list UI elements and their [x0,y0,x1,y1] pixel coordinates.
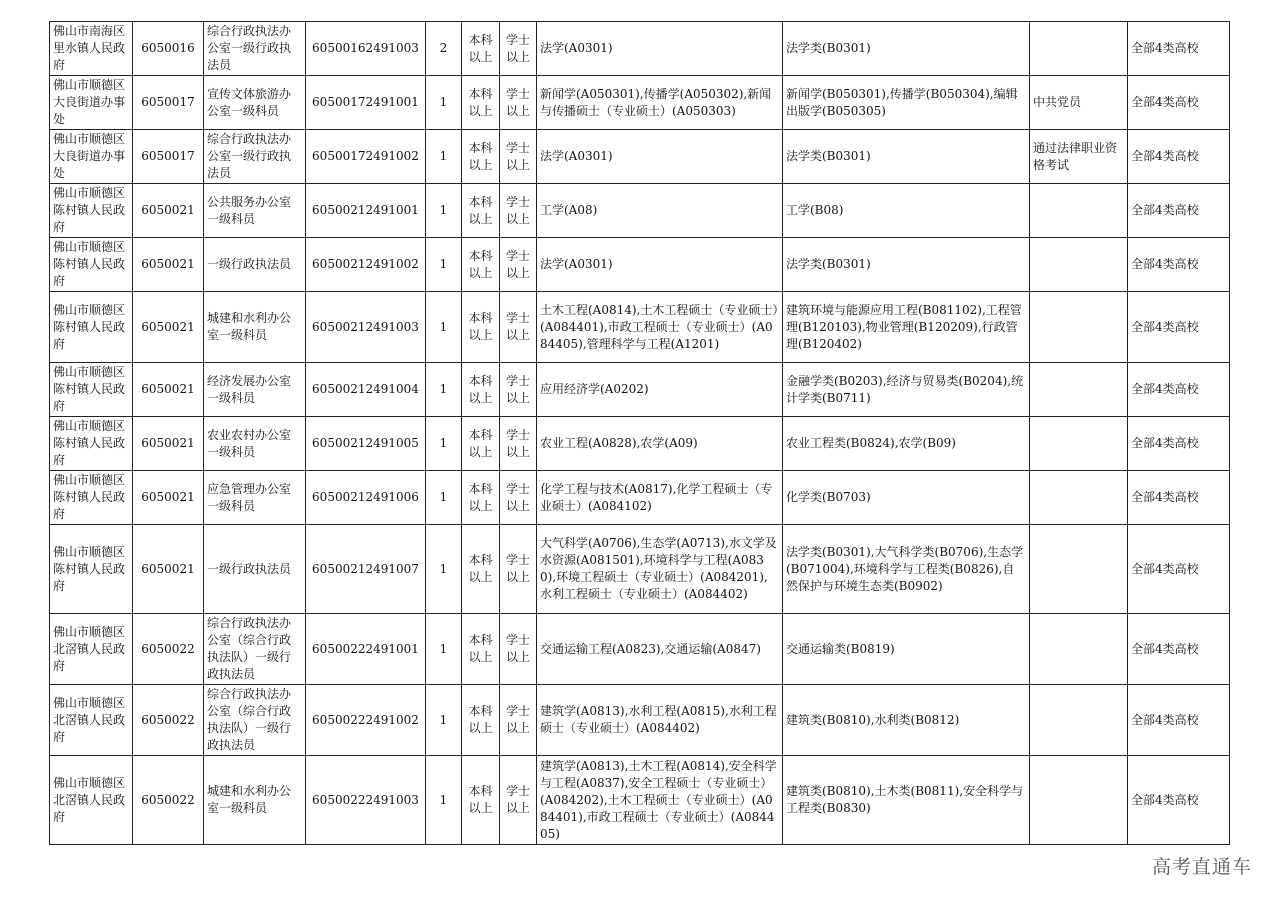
unit-code-cell: 6050021 [133,417,204,471]
major-graduate-cell: 农业工程(A0828),农学(A09) [537,417,783,471]
table-row [50,756,1230,845]
degree-cell: 学士以上 [500,685,537,756]
major-graduate-cell: 法学(A0301) [537,130,783,184]
unit-cell: 佛山市顺德区陈村镇人民政府 [50,184,133,238]
unit-cell: 佛山市顺德区北滘镇人民政府 [50,685,133,756]
post-name-cell: 一级行政执法员 [204,525,306,614]
hire-count-cell: 2 [426,22,462,76]
table-row [50,184,1230,238]
hire-count-cell: 1 [426,130,462,184]
school-type-cell: 全部4类高校 [1128,614,1230,685]
major-undergraduate-cell: 法学类(B0301) [783,238,1030,292]
unit-code-cell: 6050022 [133,756,204,845]
education-cell: 本科以上 [462,614,500,685]
education-cell: 本科以上 [462,76,500,130]
school-type-cell: 全部4类高校 [1128,525,1230,614]
degree-cell: 学士以上 [500,130,537,184]
post-code-cell: 60500212491002 [306,238,426,292]
unit-code-cell: 6050021 [133,525,204,614]
post-code-cell: 60500212491003 [306,292,426,363]
other-requirement-cell [1030,238,1128,292]
post-name-cell: 城建和水利办公室一级科员 [204,756,306,845]
unit-cell: 佛山市顺德区大良街道办事处 [50,76,133,130]
unit-cell: 佛山市南海区里水镇人民政府 [50,22,133,76]
major-graduate-cell: 建筑学(A0813),土木工程(A0814),安全科学与工程(A0837),安全工程硕士（专业硕士）(A084202),土木工程硕士（专业硕士）(A084401),市政工程硕士（专业硕士）(A084405) [537,756,783,845]
hire-count-cell: 1 [426,525,462,614]
major-undergraduate-cell: 建筑类(B0810),水利类(B0812) [783,685,1030,756]
education-cell: 本科以上 [462,756,500,845]
school-type-cell: 全部4类高校 [1128,363,1230,417]
post-code-cell: 60500172491002 [306,130,426,184]
major-graduate-cell: 大气科学(A0706),生态学(A0713),水文学及水资源(A081501),环境科学与工程(A0830),环境工程硕士（专业硕士）(A084201),水利工程硕士（专业硕士）(A084402) [537,525,783,614]
watermark-text: 高考直通车 [1151,856,1252,878]
unit-cell: 佛山市顺德区陈村镇人民政府 [50,525,133,614]
major-undergraduate-cell: 交通运输类(B0819) [783,614,1030,685]
unit-code-cell: 6050017 [133,130,204,184]
table-row [50,238,1230,292]
other-requirement-cell: 通过法律职业资格考试 [1030,130,1128,184]
job-table [49,21,1230,845]
post-code-cell: 60500212491007 [306,525,426,614]
unit-code-cell: 6050021 [133,184,204,238]
table-row [50,614,1230,685]
unit-code-cell: 6050022 [133,685,204,756]
post-code-cell: 60500172491001 [306,76,426,130]
unit-cell: 佛山市顺德区陈村镇人民政府 [50,363,133,417]
major-undergraduate-cell: 新闻学(B050301),传播学(B050304),编辑出版学(B050305) [783,76,1030,130]
other-requirement-cell: 中共党员 [1030,76,1128,130]
education-cell: 本科以上 [462,292,500,363]
post-name-cell: 应急管理办公室一级科员 [204,471,306,525]
hire-count-cell: 1 [426,76,462,130]
post-name-cell: 一级行政执法员 [204,238,306,292]
other-requirement-cell [1030,22,1128,76]
degree-cell: 学士以上 [500,417,537,471]
major-undergraduate-cell: 金融学类(B0203),经济与贸易类(B0204),统计学类(B0711) [783,363,1030,417]
post-code-cell: 60500212491006 [306,471,426,525]
hire-count-cell: 1 [426,184,462,238]
other-requirement-cell [1030,184,1128,238]
post-code-cell: 60500212491004 [306,363,426,417]
post-name-cell: 综合行政执法办公室一级行政执法员 [204,22,306,76]
unit-cell: 佛山市顺德区陈村镇人民政府 [50,471,133,525]
major-undergraduate-cell: 工学(B08) [783,184,1030,238]
degree-cell: 学士以上 [500,292,537,363]
degree-cell: 学士以上 [500,22,537,76]
hire-count-cell: 1 [426,685,462,756]
major-undergraduate-cell: 法学类(B0301) [783,22,1030,76]
education-cell: 本科以上 [462,417,500,471]
post-code-cell: 60500222491003 [306,756,426,845]
other-requirement-cell [1030,756,1128,845]
school-type-cell: 全部4类高校 [1128,471,1230,525]
post-name-cell: 综合行政执法办公室（综合行政执法队）一级行政执法员 [204,614,306,685]
table-row [50,22,1230,76]
post-name-cell: 城建和水利办公室一级科员 [204,292,306,363]
school-type-cell: 全部4类高校 [1128,292,1230,363]
school-type-cell: 全部4类高校 [1128,130,1230,184]
education-cell: 本科以上 [462,22,500,76]
hire-count-cell: 1 [426,238,462,292]
table-row [50,417,1230,471]
degree-cell: 学士以上 [500,184,537,238]
unit-code-cell: 6050021 [133,292,204,363]
unit-code-cell: 6050016 [133,22,204,76]
hire-count-cell: 1 [426,363,462,417]
degree-cell: 学士以上 [500,614,537,685]
major-graduate-cell: 化学工程与技术(A0817),化学工程硕士（专业硕士）(A084102) [537,471,783,525]
major-graduate-cell: 法学(A0301) [537,238,783,292]
post-name-cell: 经济发展办公室一级科员 [204,363,306,417]
table-row [50,685,1230,756]
education-cell: 本科以上 [462,130,500,184]
post-name-cell: 公共服务办公室一级科员 [204,184,306,238]
major-graduate-cell: 建筑学(A0813),水利工程(A0815),水利工程硕士（专业硕士）(A084402) [537,685,783,756]
post-name-cell: 综合行政执法办公室（综合行政执法队）一级行政执法员 [204,685,306,756]
other-requirement-cell [1030,614,1128,685]
education-cell: 本科以上 [462,525,500,614]
unit-code-cell: 6050017 [133,76,204,130]
hire-count-cell: 1 [426,417,462,471]
unit-cell: 佛山市顺德区大良街道办事处 [50,130,133,184]
unit-cell: 佛山市顺德区陈村镇人民政府 [50,238,133,292]
hire-count-cell: 1 [426,471,462,525]
education-cell: 本科以上 [462,685,500,756]
table-row [50,471,1230,525]
post-code-cell: 60500212491001 [306,184,426,238]
post-code-cell: 60500222491001 [306,614,426,685]
unit-cell: 佛山市顺德区北滘镇人民政府 [50,756,133,845]
major-undergraduate-cell: 建筑环境与能源应用工程(B081102),工程管理(B120103),物业管理(B120209),行政管理(B120402) [783,292,1030,363]
post-name-cell: 综合行政执法办公室一级行政执法员 [204,130,306,184]
major-undergraduate-cell: 化学类(B0703) [783,471,1030,525]
unit-code-cell: 6050021 [133,363,204,417]
hire-count-cell: 1 [426,614,462,685]
table-row [50,525,1230,614]
education-cell: 本科以上 [462,184,500,238]
table-row [50,292,1230,363]
education-cell: 本科以上 [462,471,500,525]
hire-count-cell: 1 [426,756,462,845]
education-cell: 本科以上 [462,363,500,417]
degree-cell: 学士以上 [500,363,537,417]
school-type-cell: 全部4类高校 [1128,685,1230,756]
major-undergraduate-cell: 法学类(B0301) [783,130,1030,184]
degree-cell: 学士以上 [500,471,537,525]
post-name-cell: 农业农村办公室一级科员 [204,417,306,471]
degree-cell: 学士以上 [500,525,537,614]
post-name-cell: 宣传文体旅游办公室一级科员 [204,76,306,130]
other-requirement-cell [1030,363,1128,417]
major-graduate-cell: 法学(A0301) [537,22,783,76]
post-code-cell: 60500222491002 [306,685,426,756]
school-type-cell: 全部4类高校 [1128,22,1230,76]
school-type-cell: 全部4类高校 [1128,238,1230,292]
hire-count-cell: 1 [426,292,462,363]
major-graduate-cell: 新闻学(A050301),传播学(A050302),新闻与传播硕士（专业硕士）(A050303) [537,76,783,130]
other-requirement-cell [1030,292,1128,363]
table-row [50,76,1230,130]
major-undergraduate-cell: 农业工程类(B0824),农学(B09) [783,417,1030,471]
school-type-cell: 全部4类高校 [1128,417,1230,471]
major-graduate-cell: 交通运输工程(A0823),交通运输(A0847) [537,614,783,685]
major-graduate-cell: 工学(A08) [537,184,783,238]
degree-cell: 学士以上 [500,76,537,130]
degree-cell: 学士以上 [500,756,537,845]
unit-cell: 佛山市顺德区北滘镇人民政府 [50,614,133,685]
post-code-cell: 60500162491003 [306,22,426,76]
school-type-cell: 全部4类高校 [1128,756,1230,845]
other-requirement-cell [1030,471,1128,525]
major-graduate-cell: 土木工程(A0814),土木工程硕士（专业硕士）(A084401),市政工程硕士（专业硕士）(A084405),管理科学与工程(A1201) [537,292,783,363]
school-type-cell: 全部4类高校 [1128,184,1230,238]
other-requirement-cell [1030,525,1128,614]
major-undergraduate-cell: 建筑类(B0810),土木类(B0811),安全科学与工程类(B0830) [783,756,1030,845]
major-undergraduate-cell: 法学类(B0301),大气科学类(B0706),生态学(B071004),环境科学与工程类(B0826),自然保护与环境生态类(B0902) [783,525,1030,614]
unit-code-cell: 6050022 [133,614,204,685]
school-type-cell: 全部4类高校 [1128,76,1230,130]
post-code-cell: 60500212491005 [306,417,426,471]
table-row [50,363,1230,417]
education-cell: 本科以上 [462,238,500,292]
table-row [50,130,1230,184]
major-graduate-cell: 应用经济学(A0202) [537,363,783,417]
unit-code-cell: 6050021 [133,471,204,525]
unit-cell: 佛山市顺德区陈村镇人民政府 [50,417,133,471]
other-requirement-cell [1030,417,1128,471]
other-requirement-cell [1030,685,1128,756]
unit-cell: 佛山市顺德区陈村镇人民政府 [50,292,133,363]
degree-cell: 学士以上 [500,238,537,292]
unit-code-cell: 6050021 [133,238,204,292]
